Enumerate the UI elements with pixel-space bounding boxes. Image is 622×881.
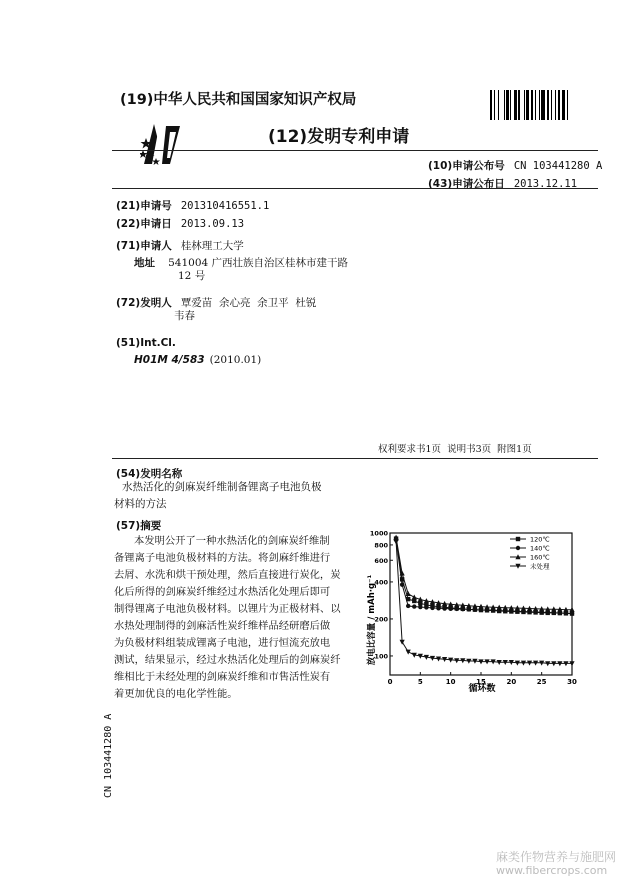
watermark-line-2: www.fibercrops.com <box>496 864 608 877</box>
application-date-label: (22)申请日 <box>116 218 172 230</box>
abstract-line: 本发明公开了一种水热活化的剑麻炭纤维制 <box>134 535 330 547</box>
cnipa-logo-icon <box>140 122 194 168</box>
data-point <box>436 606 440 610</box>
application-number <box>116 194 269 213</box>
y-tick-label: 200 <box>374 615 388 624</box>
inventors-line-1: 覃爱苗 余心亮 余卫平 杜锐 <box>180 297 317 309</box>
header-divider <box>112 150 598 151</box>
address-line-1: 541004 广西壮族自治区桂林市建干路 <box>168 257 349 269</box>
y-tick-label: 1000 <box>369 529 388 538</box>
barcode-bar <box>551 90 552 120</box>
barcode-bar <box>567 90 568 120</box>
legend-label: 160℃ <box>530 553 550 562</box>
data-point <box>455 607 459 611</box>
data-point <box>516 546 520 550</box>
abstract-line: 水热处理制得的剑麻活性炭纤维样品经研磨后做 <box>114 620 331 632</box>
side-publication-number: CN 103441280 A <box>103 713 114 798</box>
data-point <box>430 606 434 610</box>
data-point <box>412 604 416 608</box>
barcode-bar <box>494 90 495 120</box>
applicant-value: 桂林理工大学 <box>180 240 244 252</box>
barcode-bar <box>531 90 533 120</box>
data-point <box>393 539 398 544</box>
address-label: 地址 <box>134 257 155 269</box>
abstract-label <box>116 514 161 533</box>
discharge-capacity-chart <box>360 525 592 695</box>
inventors-line-2: 韦春 <box>174 310 195 322</box>
data-point <box>400 582 404 586</box>
legend-label: 120℃ <box>530 535 550 544</box>
data-point <box>412 594 417 599</box>
application-number-value: 201310416551.1 <box>180 200 270 212</box>
barcode-bar <box>526 90 528 120</box>
address-line-2: 12 号 <box>178 270 206 282</box>
abstract-line: 维相比于未经处理的剑麻炭纤维和市售活性炭有 <box>114 671 331 683</box>
x-tick-label: 5 <box>417 678 423 686</box>
invention-title-line-1: 水热活化的剑麻炭纤维制备锂离子电池负极 <box>122 481 322 493</box>
data-point <box>448 607 452 611</box>
biblio-divider <box>112 188 598 189</box>
abstract-line: 为负极材料组装成锂离子电池，进行恒流充放电 <box>114 637 331 649</box>
x-tick-label: 25 <box>536 678 547 686</box>
publication-number-label: (10)申请公布号 <box>428 160 505 172</box>
data-point <box>424 605 428 609</box>
x-tick-label: 15 <box>476 678 486 686</box>
document-type: (12)发明专利申请 <box>268 127 410 147</box>
barcode-bar <box>506 90 508 120</box>
abstract-line: 测试，结果显示，经过水热活化处理后的剑麻炭纤 <box>114 654 341 666</box>
barcode-bar <box>504 90 505 120</box>
y-tick-label: 400 <box>374 578 388 587</box>
barcode-bar <box>518 90 519 120</box>
applicant-label: (71)申请人 <box>116 240 172 252</box>
barcode-bar <box>562 90 566 120</box>
application-number-label: (21)申请号 <box>116 200 172 212</box>
abstract-line: 备锂离子电池负极材料的方法。将剑麻纤维进行 <box>114 552 331 564</box>
legend-label: 未处理 <box>530 562 550 571</box>
barcode-bar <box>555 90 556 120</box>
y-tick-label: 800 <box>374 541 388 550</box>
abstract-line: 去屑、水洗和烘干预处理，然后直接进行炭化，炭 <box>114 569 341 581</box>
invention-title-label-text: (54)发明名称 <box>116 468 183 480</box>
application-date-value: 2013.09.13 <box>180 218 245 230</box>
publication-date-value: 2013.12.11 <box>513 178 578 190</box>
watermark-line-1: 麻类作物营养与施肥网 <box>496 850 617 864</box>
office-name: (19)中华人民共和国国家知识产权局 <box>120 92 357 108</box>
int-cl-label: (51)Int.Cl. <box>116 337 176 349</box>
invention-title-line-2: 材料的方法 <box>114 498 167 510</box>
abstract-line: 着更加优良的电化学性能。 <box>114 688 238 700</box>
data-point <box>516 537 520 541</box>
chart-x-axis-label: 循环数 <box>468 684 496 694</box>
chart-legend <box>510 536 550 571</box>
x-tick-label: 10 <box>445 678 456 686</box>
x-tick-label: 20 <box>506 678 517 686</box>
abstract-line: 制得锂离子电池负极材料。以锂片为正极材料、以 <box>114 603 341 615</box>
data-point <box>461 607 465 611</box>
data-point <box>406 650 411 655</box>
y-tick-label: 600 <box>374 556 388 565</box>
int-cl-code: H01M 4/583 <box>134 354 205 366</box>
barcode-bar <box>558 90 560 120</box>
legend-label: 140℃ <box>530 544 550 553</box>
barcode-bar <box>539 90 540 120</box>
barcode-bar <box>535 90 536 120</box>
barcode <box>490 90 596 120</box>
y-tick-label: 100 <box>374 652 388 661</box>
publication-number-value: CN 103441280 A <box>513 160 603 172</box>
abstract-label-text: (57)摘要 <box>116 520 162 532</box>
application-date <box>116 212 244 231</box>
address <box>134 251 348 270</box>
abstract-line: 化后所得的剑麻炭纤维经过水热活化处理后即可 <box>114 586 331 598</box>
data-point <box>442 606 446 610</box>
barcode-bar <box>541 90 545 120</box>
data-point <box>406 604 410 608</box>
x-tick-label: 0 <box>387 678 393 686</box>
x-tick-label: 30 <box>567 678 577 686</box>
barcode-bar <box>514 90 516 120</box>
inventors <box>116 291 316 310</box>
data-point <box>418 605 422 609</box>
page-counts: 权利要求书1页 说明书3页 附图1页 <box>378 444 532 455</box>
barcode-bar <box>498 90 499 120</box>
barcode-bar <box>510 90 511 120</box>
inventors-label: (72)发明人 <box>116 297 172 309</box>
barcode-bar <box>547 90 549 120</box>
barcode-bar <box>490 90 492 120</box>
int-cl-value <box>134 348 261 367</box>
chart-y-axis-label: 放电比容量 / mAh·g⁻¹ <box>367 574 377 666</box>
publication-date-label: (43)申请公布日 <box>428 178 505 190</box>
barcode-bar <box>524 90 525 120</box>
int-cl-year: (2010.01) <box>209 354 262 366</box>
publication-number <box>428 154 602 173</box>
title-divider <box>112 458 598 459</box>
